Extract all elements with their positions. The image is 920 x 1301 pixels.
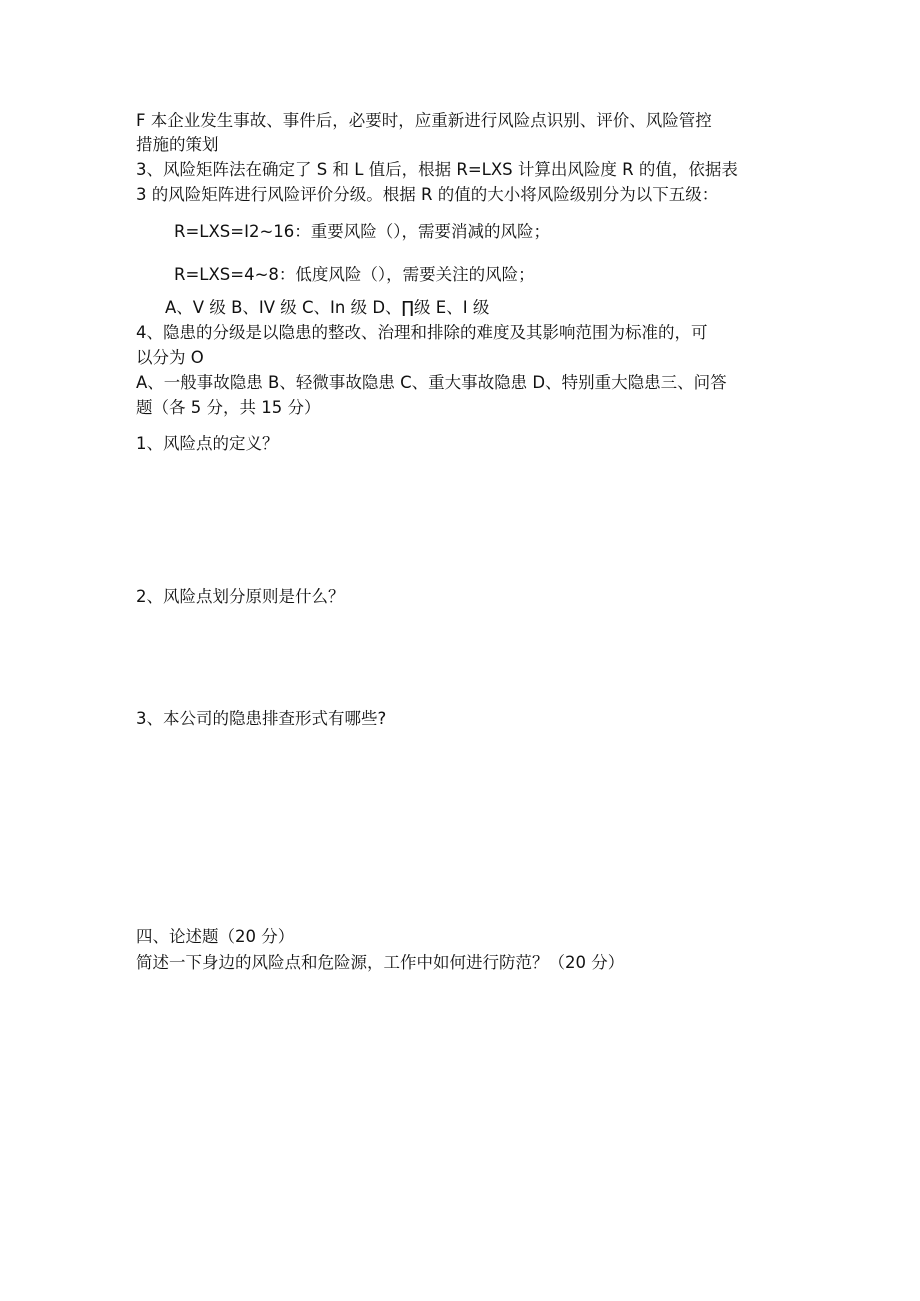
question-4-line2: 以分为 O xyxy=(136,348,204,367)
qa-question-2: 2、风险点划分原则是什么？ xyxy=(136,587,345,606)
qa-question-3: 3、本公司的隐患排查形式有哪些? xyxy=(136,709,387,728)
question-4-line1: 4、隐患的分级是以隐患的整改、治理和排除的难度及其影响范围为标准的，可 xyxy=(136,323,708,342)
question-3-line1: 3、风险矩阵法在确定了 S 和 L 值后，根据 R=LXS 计算出风险度 R 的值，依据表 xyxy=(136,160,738,179)
section-3-title: 题（各 5 分，共 15 分） xyxy=(136,398,321,417)
question-3-line2: 3 的风险矩阵进行风险评价分级。根据 R 的值的大小将风险级别分为以下五级： xyxy=(136,185,719,204)
qa-question-1: 1、风险点的定义？ xyxy=(136,434,279,453)
statement-f-line2: 措施的策划 xyxy=(136,135,219,154)
essay-question: 简述一下身边的风险点和危险源，工作中如何进行防范？（20 分） xyxy=(136,953,625,972)
section-4-title: 四、论述题（20 分） xyxy=(136,927,295,946)
statement-f-line1: F 本企业发生事故、事件后，必要时，应重新进行风险点识别、评价、风险管控 xyxy=(136,111,712,130)
question-3-options: A、V 级 B、IV 级 C、In 级 D、∏级 E、I 级 xyxy=(165,298,490,317)
question-3-item-2: R=LXS=4~8：低度风险（），需要关注的风险； xyxy=(174,265,535,284)
question-4-options: A、一般事故隐患 B、轻微事故隐患 C、重大事故隐患 D、特别重大隐患三、问答 xyxy=(136,373,727,392)
question-3-item-1: R=LXS=I2~16：重要风险（），需要消减的风险； xyxy=(174,222,551,241)
